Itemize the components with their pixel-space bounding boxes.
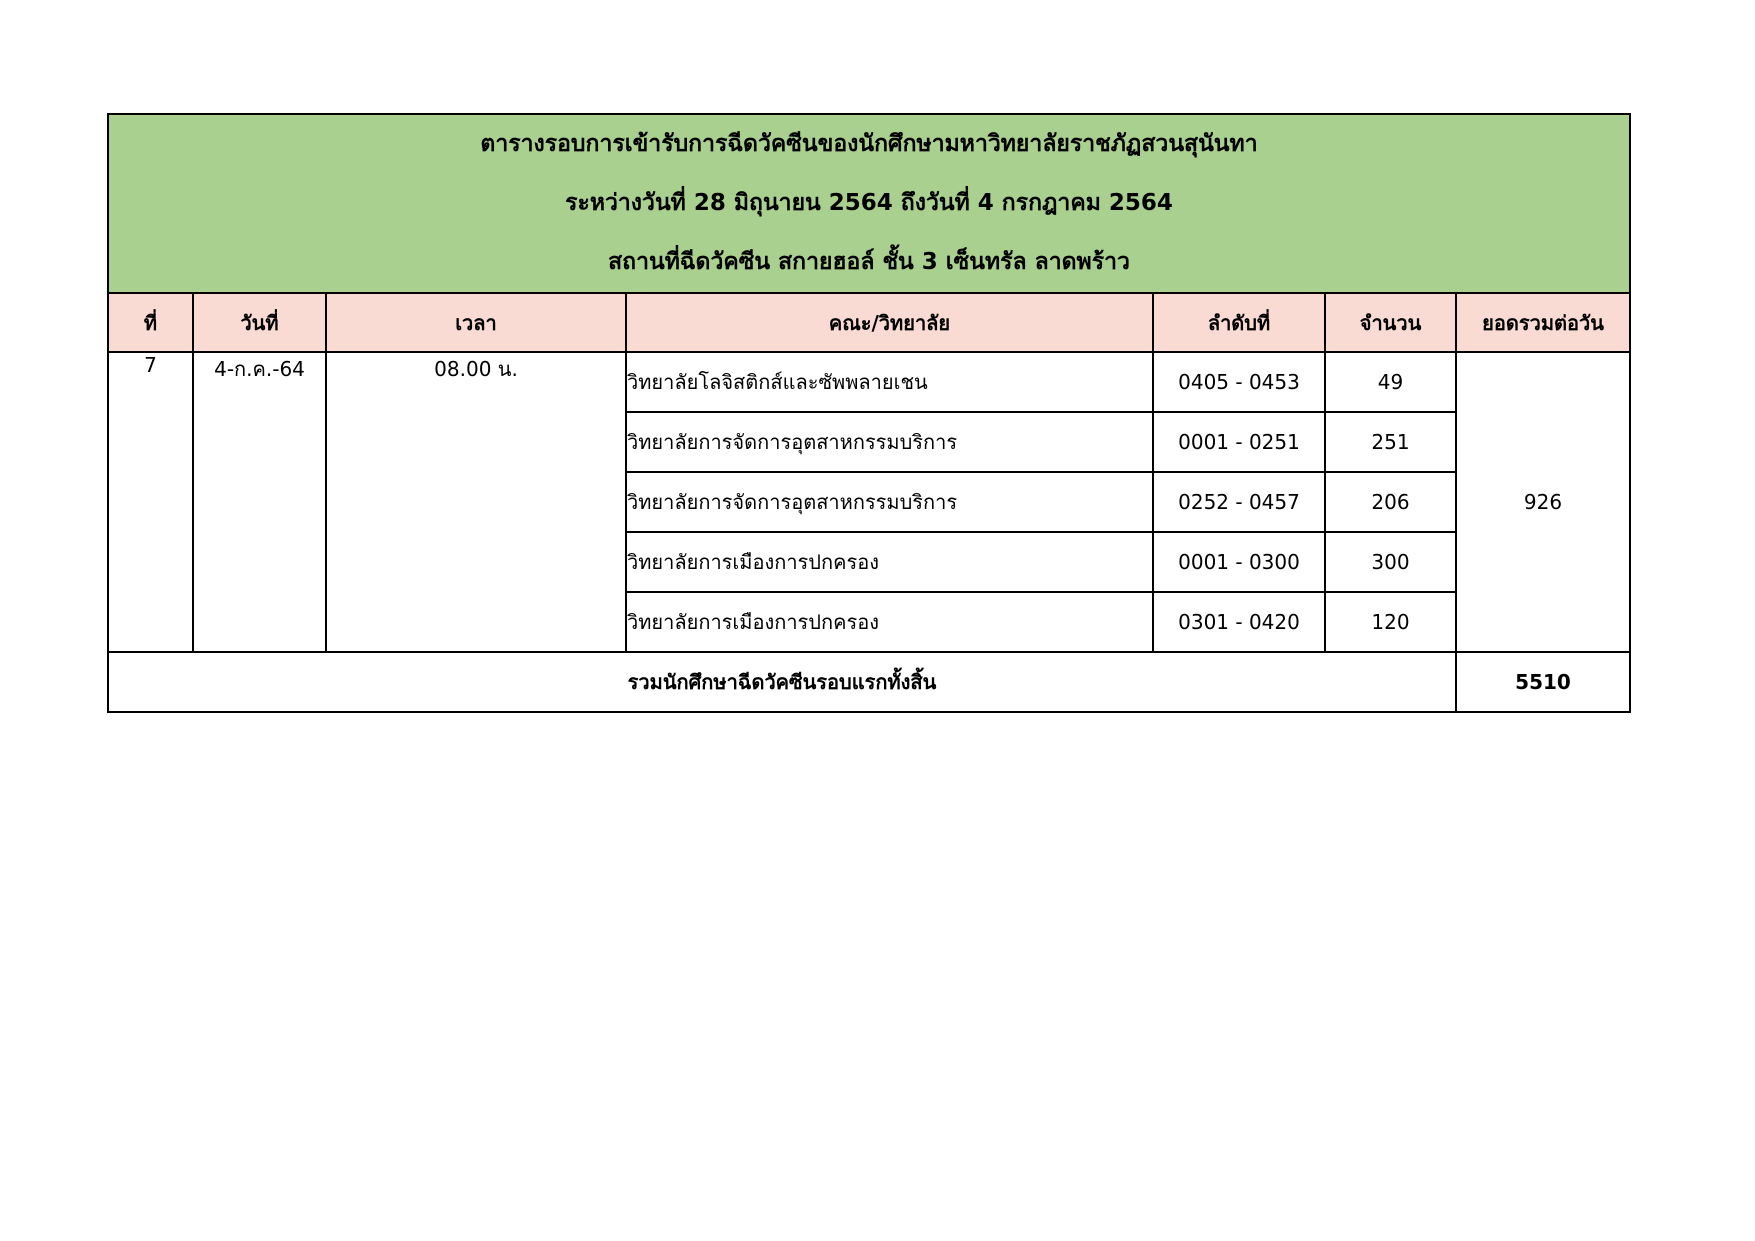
col-header-no: ที่ bbox=[108, 293, 193, 352]
footer-row bbox=[108, 652, 1630, 712]
cell-sequence: 0001 - 0251 bbox=[1153, 412, 1325, 472]
cell-faculty: วิทยาลัยโลจิสติกส์และซัพพลายเชน bbox=[626, 352, 1153, 412]
grand-total-value: 5510 bbox=[1456, 652, 1630, 712]
col-header-sequence: ลำดับที่ bbox=[1153, 293, 1325, 352]
cell-no: 7 bbox=[108, 352, 193, 652]
title-line-1: ตารางรอบการเข้ารับการฉีดวัคซีนของนักศึกษามหาวิทยาลัยราชภัฏสวนสุนันทา bbox=[480, 131, 1258, 157]
cell-date: 4-ก.ค.-64 bbox=[193, 352, 326, 652]
title-line-3: สถานที่ฉีดวัคซีน สกายฮอล์ ชั้น 3 เซ็นทรัล ลาดพร้าว bbox=[608, 249, 1130, 275]
title-block bbox=[108, 114, 1630, 293]
cell-faculty: วิทยาลัยการเมืองการปกครอง bbox=[626, 592, 1153, 652]
title-line-2: ระหว่างวันที่ 28 มิถุนายน 2564 ถึงวันที่ 4 กรกฎาคม 2564 bbox=[565, 190, 1173, 216]
cell-faculty: วิทยาลัยการจัดการอุตสาหกรรมบริการ bbox=[626, 412, 1153, 472]
cell-daily-total: 926 bbox=[1456, 352, 1630, 652]
cell-time: 08.00 น. bbox=[326, 352, 626, 652]
cell-faculty: วิทยาลัยการเมืองการปกครอง bbox=[626, 532, 1153, 592]
col-header-date: วันที่ bbox=[193, 293, 326, 352]
grand-total-label: รวมนักศึกษาฉีดวัคซีนรอบแรกทั้งสิ้น bbox=[108, 652, 1456, 712]
cell-count: 206 bbox=[1325, 472, 1456, 532]
col-header-faculty: คณะ/วิทยาลัย bbox=[626, 293, 1153, 352]
vaccination-schedule-table bbox=[107, 113, 1631, 713]
table-row bbox=[108, 352, 1630, 412]
cell-count: 49 bbox=[1325, 352, 1456, 412]
schedule-sheet bbox=[107, 113, 1629, 713]
cell-sequence: 0405 - 0453 bbox=[1153, 352, 1325, 412]
col-header-daily-total: ยอดรวมต่อวัน bbox=[1456, 293, 1630, 352]
col-header-count: จำนวน bbox=[1325, 293, 1456, 352]
cell-sequence: 0001 - 0300 bbox=[1153, 532, 1325, 592]
cell-sequence: 0252 - 0457 bbox=[1153, 472, 1325, 532]
cell-count: 251 bbox=[1325, 412, 1456, 472]
cell-faculty: วิทยาลัยการจัดการอุตสาหกรรมบริการ bbox=[626, 472, 1153, 532]
title-row bbox=[108, 114, 1630, 293]
header-row bbox=[108, 293, 1630, 352]
cell-count: 120 bbox=[1325, 592, 1456, 652]
cell-sequence: 0301 - 0420 bbox=[1153, 592, 1325, 652]
cell-count: 300 bbox=[1325, 532, 1456, 592]
col-header-time: เวลา bbox=[326, 293, 626, 352]
